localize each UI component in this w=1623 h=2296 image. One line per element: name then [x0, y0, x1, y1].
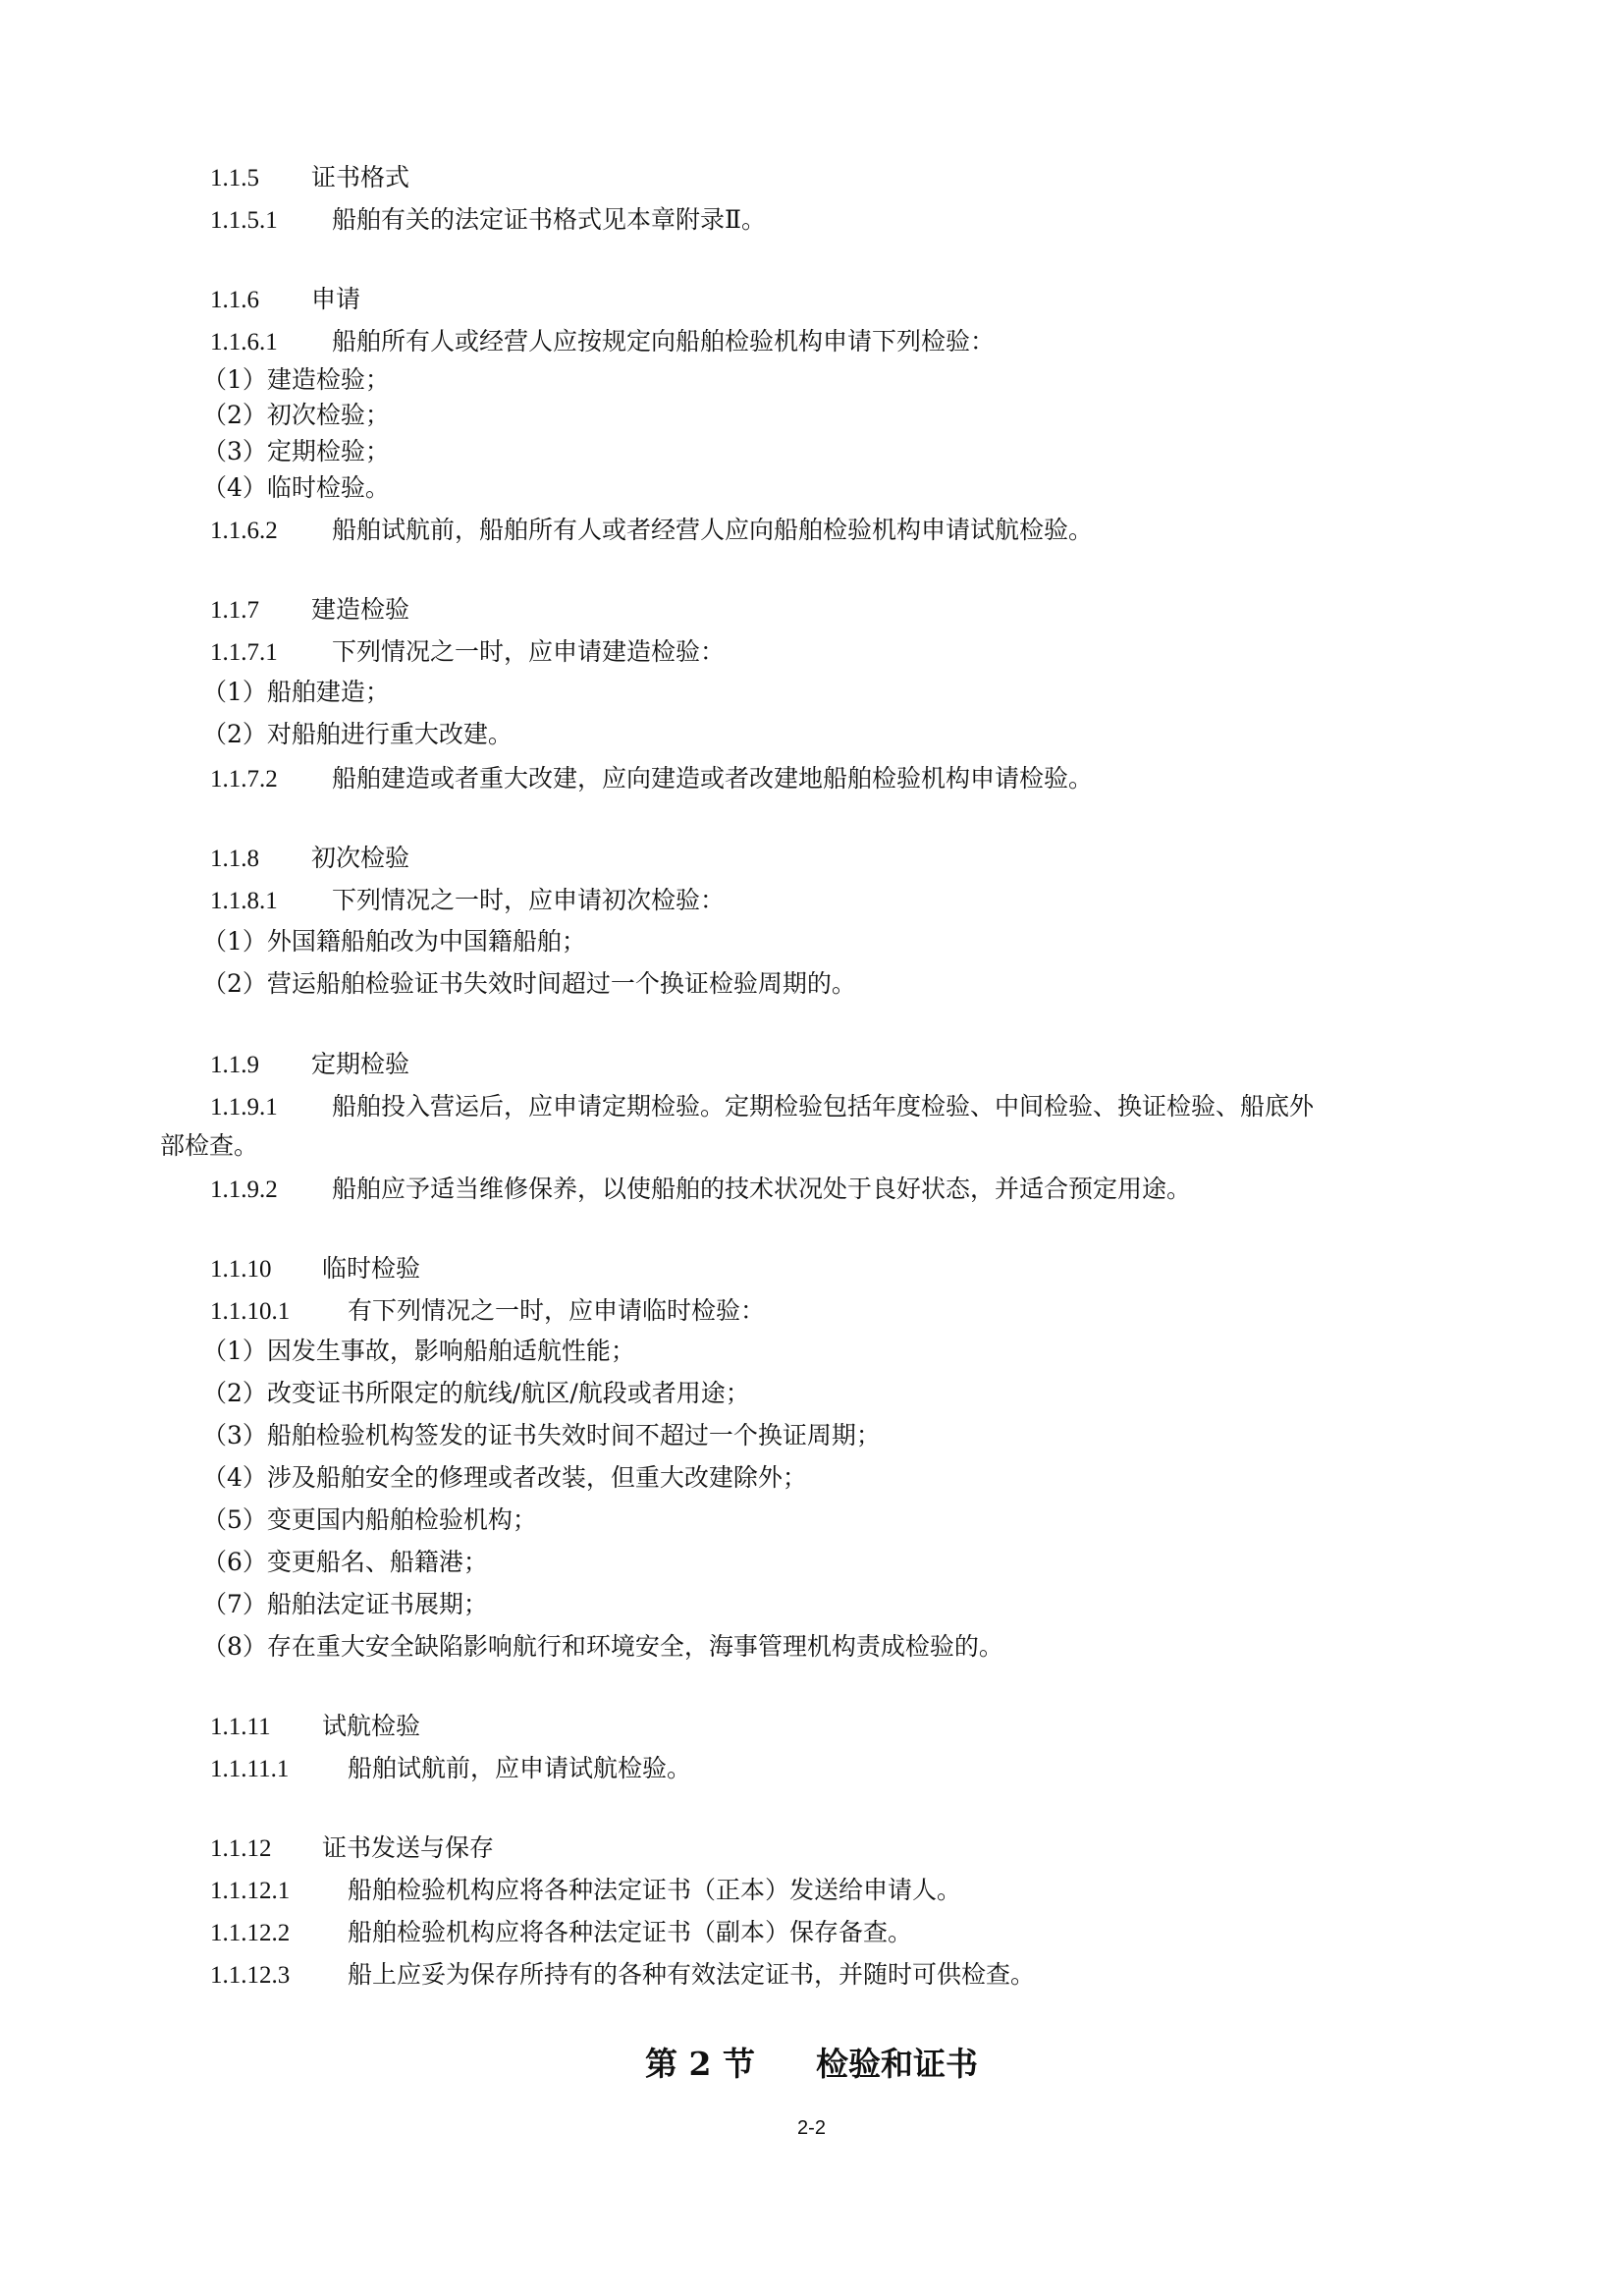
section-number: 1.1.8 [210, 846, 259, 872]
clause [210, 762, 1093, 796]
section-title: 试航检验 [322, 1712, 421, 1740]
clause [210, 884, 725, 918]
section-title: 定期检验 [311, 1050, 410, 1078]
clause [210, 1874, 961, 1908]
clause-number: 1.1.9.2 [210, 1176, 278, 1203]
list-item: （6）变更船名、船籍港； [202, 1548, 488, 1576]
list-item: （3）船舶检验机构签发的证书失效时间不超过一个换证周期； [202, 1421, 881, 1449]
list-item: （2）初次检验； [202, 401, 390, 429]
list-item: （4）涉及船舶安全的修理或者改装，但重大改建除外； [202, 1463, 807, 1492]
list-item: （8）存在重大安全缺陷影响航行和环境安全，海事管理机构责成检验的。 [202, 1632, 1003, 1661]
clause-number: 1.1.6.2 [210, 518, 278, 544]
clause-text: 船舶试航前，船舶所有人或者经营人应向船舶检验机构申请试航检验。 [332, 516, 1094, 544]
section-title: 临时检验 [322, 1254, 421, 1283]
clause [210, 1090, 1314, 1124]
section-heading [210, 593, 409, 628]
clause [210, 514, 1093, 548]
clause-text: 船舶有关的法定证书格式见本章附录Ⅱ。 [332, 205, 766, 234]
clause [210, 635, 725, 670]
section-title: 证书格式 [311, 163, 410, 191]
clause-number: 1.1.6.1 [210, 329, 278, 355]
chapter-section-heading [0, 2043, 1623, 2086]
clause-number: 1.1.11.1 [210, 1756, 290, 1782]
section-number: 1.1.12 [210, 1835, 272, 1862]
chapter-section-label: 第 2 节 [645, 2045, 755, 2083]
clause-number: 1.1.12.3 [210, 1962, 291, 1989]
clause-number: 1.1.7.1 [210, 639, 278, 666]
section-title: 初次检验 [311, 844, 410, 872]
list-item: （2）对船舶进行重大改建。 [202, 720, 513, 748]
section-heading [210, 1252, 420, 1286]
list-item: （1）外国籍船舶改为中国籍船舶； [202, 927, 586, 956]
section-number: 1.1.6 [210, 287, 259, 313]
clause-number: 1.1.7.2 [210, 766, 278, 793]
list-item: （5）变更国内船舶检验机构； [202, 1505, 537, 1534]
section-heading [210, 842, 409, 876]
clause-text: 船舶建造或者重大改建，应向建造或者改建地船舶检验机构申请检验。 [332, 764, 1094, 793]
clause [210, 1916, 912, 1950]
section-number: 1.1.5 [210, 165, 259, 191]
clause-text: 下列情况之一时，应申请初次检验： [332, 886, 726, 914]
list-item: （2）改变证书所限定的航线/航区/航段或者用途； [202, 1379, 750, 1407]
page-number: 2-2 [797, 2117, 826, 2139]
section-heading [210, 283, 360, 317]
clause-text: 船舶试航前，应申请试航检验。 [348, 1754, 692, 1782]
clause [210, 203, 766, 238]
section-title: 建造检验 [311, 595, 410, 624]
clause-continuation [160, 1129, 258, 1163]
clause-number: 1.1.9.1 [210, 1094, 278, 1121]
clause-number: 1.1.8.1 [210, 888, 278, 914]
list-item: （3）定期检验； [202, 437, 390, 465]
clause-number: 1.1.12.1 [210, 1878, 291, 1904]
list-item: （1）建造检验； [202, 365, 390, 394]
clause-text: 船舶应予适当维修保养，以使船舶的技术状况处于良好状态，并适合预定用途。 [332, 1175, 1192, 1203]
clause-text: 船舶检验机构应将各种法定证书（副本）保存备查。 [348, 1918, 913, 1946]
clause-number: 1.1.12.2 [210, 1920, 291, 1946]
section-title: 申请 [311, 285, 361, 313]
section-title: 证书发送与保存 [322, 1833, 495, 1862]
list-item: （1）因发生事故，影响船舶适航性能； [202, 1337, 635, 1365]
clause-text: 有下列情况之一时，应申请临时检验： [348, 1296, 766, 1325]
clause [210, 1173, 1191, 1207]
section-number: 1.1.7 [210, 597, 259, 624]
clause [210, 1294, 765, 1329]
section-number: 1.1.11 [210, 1714, 271, 1740]
section-number: 1.1.10 [210, 1256, 272, 1283]
section-number: 1.1.9 [210, 1052, 259, 1078]
clause-number: 1.1.5.1 [210, 207, 278, 234]
chapter-section-title: 检验和证书 [815, 2045, 978, 2083]
clause [210, 1752, 691, 1786]
clause-text: 船舶投入营运后，应申请定期检验。定期检验包括年度检验、中间检验、换证检验、船底外 [332, 1092, 1315, 1121]
clause-text: 船舶检验机构应将各种法定证书（正本）发送给申请人。 [348, 1876, 962, 1904]
section-heading [210, 1710, 420, 1744]
list-item: （4）临时检验。 [202, 473, 390, 502]
section-heading [210, 1831, 494, 1866]
clause [210, 325, 995, 359]
list-item: （7）船舶法定证书展期； [202, 1590, 488, 1618]
list-item: （1）船舶建造； [202, 678, 390, 706]
section-heading [210, 161, 409, 195]
clause-text: 船舶所有人或经营人应按规定向船舶检验机构申请下列检验： [332, 327, 996, 355]
list-item: （2）营运船舶检验证书失效时间超过一个换证检验周期的。 [202, 969, 856, 998]
clause [210, 1958, 1035, 1993]
clause-text: 下列情况之一时，应申请建造检验： [332, 637, 726, 666]
clause-text-continuation: 部检查。 [160, 1131, 259, 1160]
section-heading [210, 1048, 409, 1082]
clause-text: 船上应妥为保存所持有的各种有效法定证书，并随时可供检查。 [348, 1960, 1036, 1989]
clause-number: 1.1.10.1 [210, 1298, 291, 1325]
